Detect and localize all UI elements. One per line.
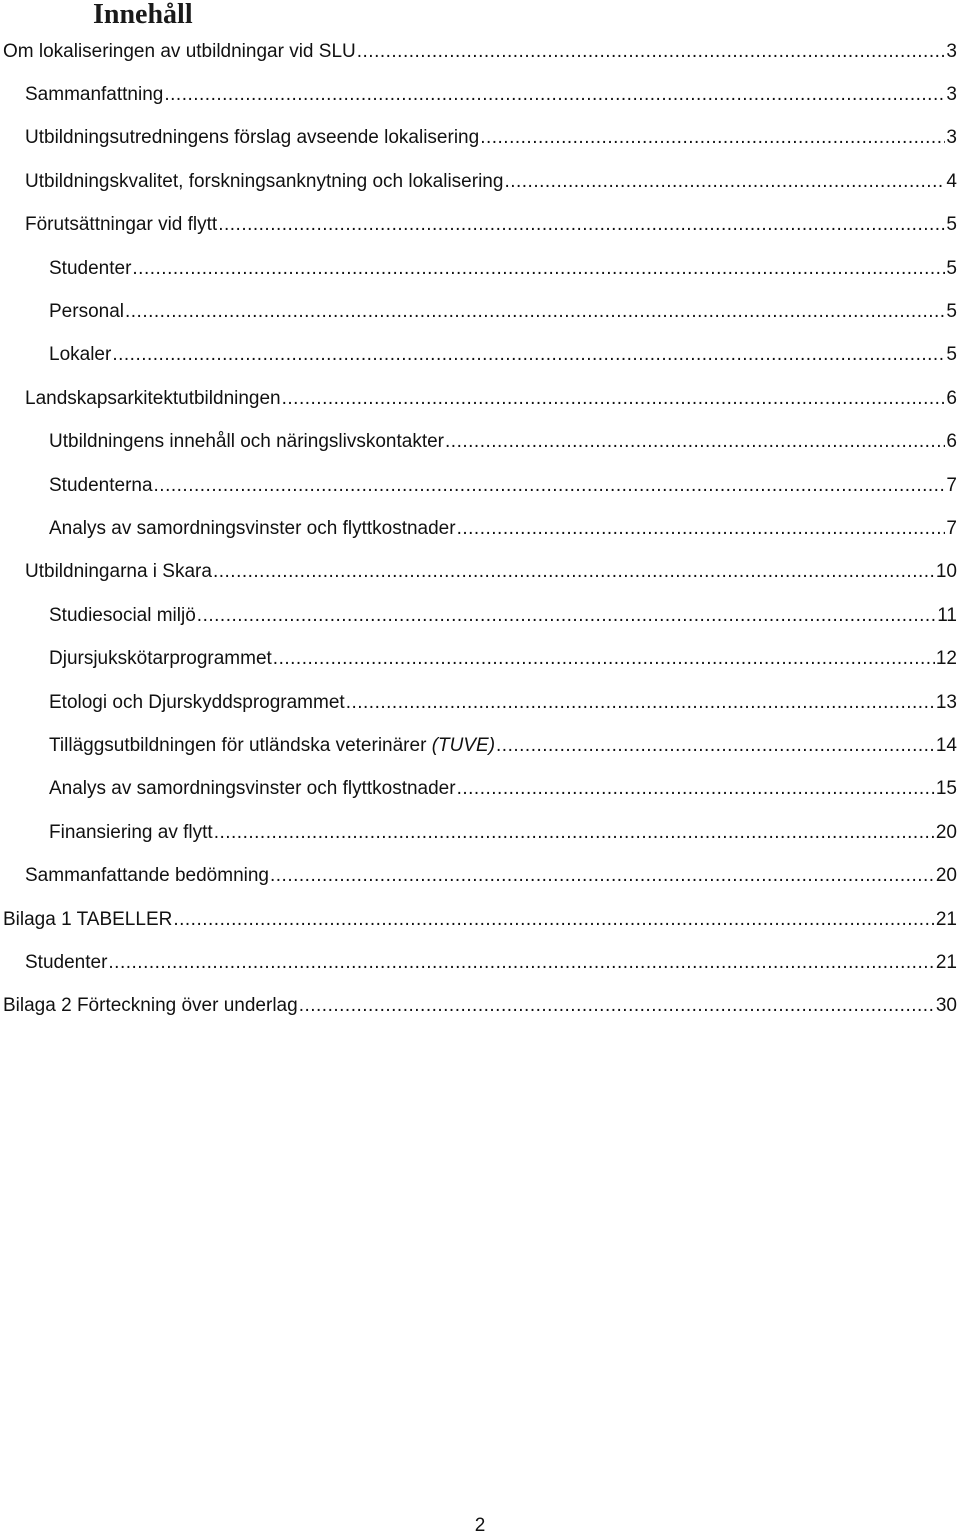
toc-dot-leader — [108, 952, 934, 974]
toc-entry[interactable] — [0, 507, 960, 550]
toc-dot-leader — [282, 388, 946, 410]
toc-entry[interactable] — [0, 985, 960, 1028]
toc-entry-page: 20 — [935, 821, 957, 843]
toc-entry-page: 13 — [935, 691, 957, 713]
toc-entry[interactable] — [0, 768, 960, 811]
toc-entry-label: Om lokaliseringen av utbildningar vid SLU — [3, 40, 356, 62]
toc-entry-page: 5 — [946, 257, 957, 279]
toc-entry-page: 21 — [935, 908, 957, 930]
table-of-contents — [0, 30, 960, 1028]
toc-entry-page: 6 — [946, 431, 957, 453]
toc-entry[interactable] — [0, 334, 960, 377]
toc-entry-label: Bilaga 1 TABELLER — [3, 908, 173, 930]
toc-entry[interactable] — [0, 247, 960, 290]
toc-entry-page: 5 — [946, 344, 957, 366]
toc-dot-leader — [457, 518, 946, 540]
toc-entry-page: 11 — [937, 604, 957, 626]
toc-entry-page: 5 — [946, 301, 957, 323]
toc-dot-leader — [270, 865, 935, 887]
toc-entry-page: 20 — [935, 865, 957, 887]
toc-dot-leader — [218, 214, 945, 236]
toc-entry-page: 30 — [935, 995, 957, 1017]
toc-heading: Innehåll — [93, 0, 193, 30]
toc-entry[interactable] — [0, 204, 960, 247]
toc-entry[interactable] — [0, 941, 960, 984]
toc-dot-leader — [154, 475, 946, 497]
toc-entry[interactable] — [0, 898, 960, 941]
toc-entry-label: Förutsättningar vid flytt — [25, 214, 218, 236]
toc-entry-label: Analys av samordningsvinster och flyttkostnader — [49, 778, 456, 800]
toc-entry[interactable] — [0, 854, 960, 897]
toc-entry-label: Utbildningarna i Skara — [25, 561, 212, 583]
toc-dot-leader — [357, 41, 946, 63]
toc-entry[interactable] — [0, 551, 960, 594]
toc-entry[interactable] — [0, 290, 960, 333]
toc-entry-label: Utbildningsutredningens förslag avseende lokalisering — [25, 127, 480, 149]
toc-entry-label: Sammanfattande bedömning — [25, 865, 269, 887]
toc-entry-page: 10 — [935, 561, 957, 583]
toc-entry-label: Lokaler — [49, 344, 112, 366]
toc-dot-leader — [496, 735, 935, 757]
toc-entry-label: Sammanfattning — [25, 84, 164, 106]
toc-entry-label: Studenterna — [49, 474, 153, 496]
toc-dot-leader — [125, 301, 945, 323]
toc-entry-label: Personal — [49, 301, 124, 323]
toc-entry[interactable] — [0, 117, 960, 160]
toc-entry-page: 12 — [935, 648, 957, 670]
toc-entry-label-italic: (TUVE) — [431, 734, 496, 756]
toc-dot-leader — [132, 258, 945, 280]
toc-entry-label: Landskapsarkitektutbildningen — [25, 387, 281, 409]
toc-entry-label — [49, 735, 495, 757]
toc-entry-page: 3 — [946, 127, 957, 149]
toc-dot-leader — [299, 995, 935, 1017]
toc-entry-label-text: Tilläggsutbildningen för utländska veterinärer — [49, 734, 432, 756]
toc-entry[interactable] — [0, 637, 960, 680]
toc-dot-leader — [112, 344, 945, 366]
toc-entry-label: Studenter — [25, 951, 108, 973]
toc-entry[interactable] — [0, 421, 960, 464]
toc-dot-leader — [197, 605, 936, 627]
toc-entry-label: Utbildningskvalitet, forskningsanknytning och lokalisering — [25, 170, 504, 192]
toc-entry-page: 3 — [946, 84, 957, 106]
toc-entry[interactable] — [0, 681, 960, 724]
toc-entry[interactable] — [0, 594, 960, 637]
toc-dot-leader — [213, 561, 935, 583]
toc-entry-page: 14 — [935, 734, 957, 756]
toc-entry-page: 15 — [935, 778, 957, 800]
toc-entry[interactable] — [0, 811, 960, 854]
toc-dot-leader — [214, 822, 935, 844]
toc-entry-label: Bilaga 2 Förteckning över underlag — [3, 995, 298, 1017]
toc-dot-leader — [164, 84, 945, 106]
toc-entry-label: Utbildningens innehåll och näringslivskontakter — [49, 431, 445, 453]
toc-entry[interactable] — [0, 377, 960, 420]
toc-entry-page: 3 — [946, 40, 957, 62]
toc-entry-page: 4 — [946, 170, 957, 192]
toc-dot-leader — [445, 431, 945, 453]
toc-dot-leader — [346, 692, 935, 714]
toc-entry-page: 5 — [946, 214, 957, 236]
toc-entry[interactable] — [0, 724, 960, 767]
toc-entry-label: Studiesocial miljö — [49, 604, 196, 626]
page-number: 2 — [474, 1515, 486, 1536]
toc-entry-label: Analys av samordningsvinster och flyttkostnader — [49, 517, 456, 539]
toc-dot-leader — [457, 778, 935, 800]
toc-entry-label: Finansiering av flytt — [49, 821, 213, 843]
toc-dot-leader — [480, 127, 945, 149]
toc-entry-label: Djursjukskötarprogrammet — [49, 648, 272, 670]
toc-entry[interactable] — [0, 73, 960, 116]
toc-entry-page: 7 — [946, 517, 957, 539]
toc-entry-label: Studenter — [49, 257, 132, 279]
toc-dot-leader — [504, 171, 945, 193]
toc-entry-page: 7 — [946, 474, 957, 496]
toc-entry-label: Etologi och Djurskyddsprogrammet — [49, 691, 345, 713]
toc-dot-leader — [273, 648, 935, 670]
toc-entry-page: 6 — [946, 387, 957, 409]
toc-entry[interactable] — [0, 464, 960, 507]
toc-entry[interactable] — [0, 30, 960, 73]
toc-dot-leader — [173, 909, 935, 931]
toc-entry-page: 21 — [935, 951, 957, 973]
toc-entry[interactable] — [0, 160, 960, 203]
